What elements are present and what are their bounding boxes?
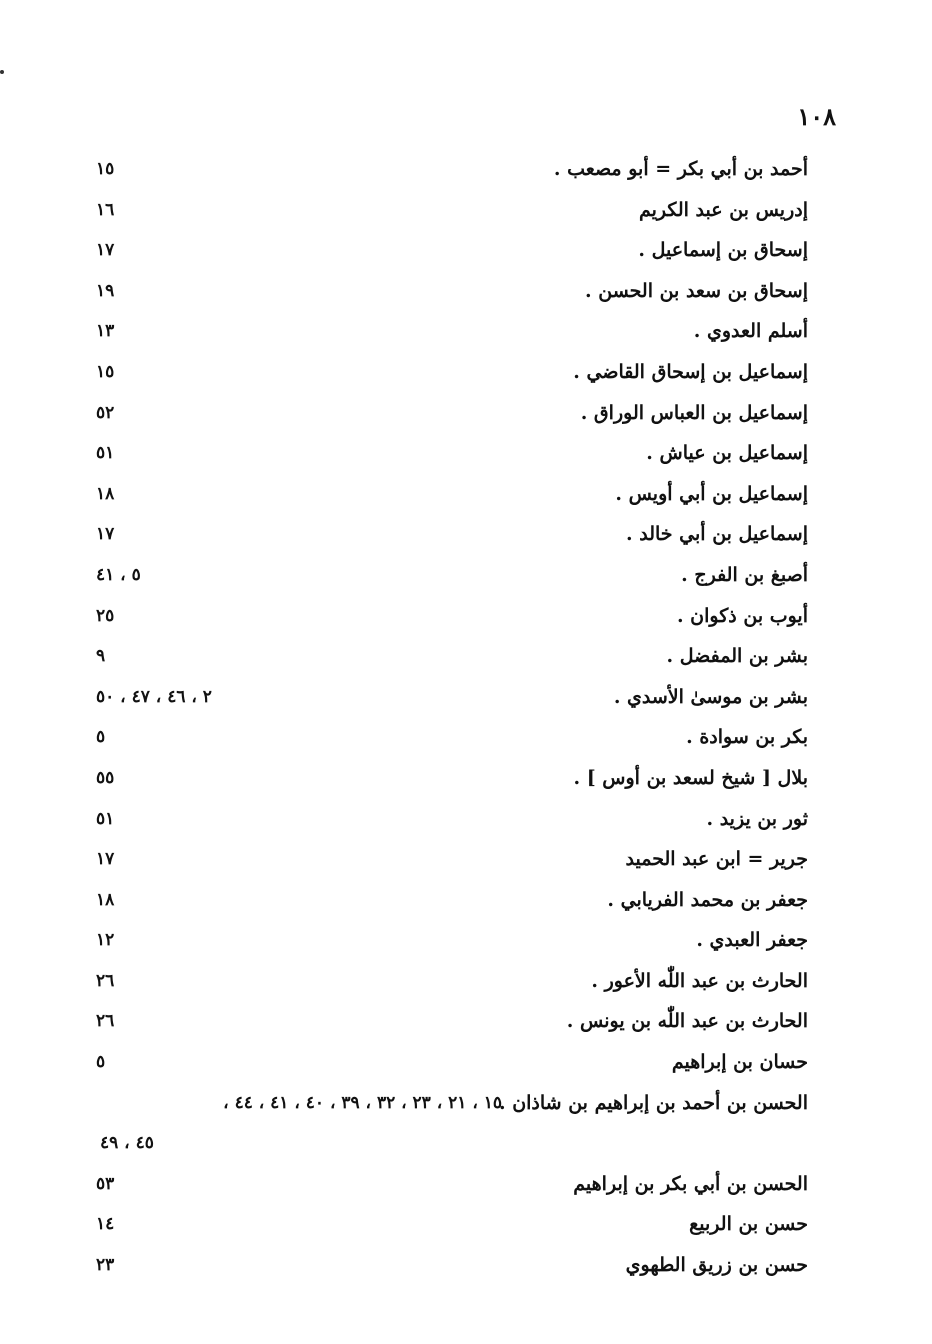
entry-page-refs: ٥: [96, 1052, 106, 1073]
index-entry: [0, 515, 932, 556]
entry-name: إسماعيل بن العباس الوراق .: [580, 401, 808, 424]
entry-page-refs: ٥٣: [96, 1173, 115, 1194]
entry-name: إدريس بن عبد الكريم: [638, 198, 808, 221]
entry-page-refs: ٥٥: [96, 767, 115, 788]
index-entry: [0, 800, 932, 841]
entry-name: بلال [ شيخ لسعد بن أوس ] .: [573, 766, 808, 789]
entry-name: الحسن بن أبي بكر بن إبراهيم: [573, 1172, 808, 1195]
index-entry: [0, 475, 932, 516]
entry-name: إسماعيل بن عياش .: [646, 442, 808, 465]
index-entry: [0, 1165, 932, 1206]
index-entry: [0, 962, 932, 1003]
entry-page-refs: ١٨: [96, 889, 115, 910]
entry-page-refs: ٥٢: [96, 402, 115, 423]
entry-page-refs: ٢٦: [96, 1011, 115, 1032]
entry-name: إسحاق بن إسماعيل .: [638, 239, 808, 262]
entry-page-refs: ١٥: [96, 361, 115, 382]
entry-page-refs: ١٧: [96, 240, 115, 261]
entry-page-refs: ١٩: [96, 280, 115, 301]
index-entry: [0, 718, 932, 759]
index-entry: [0, 759, 932, 800]
entry-page-refs: ١٨: [96, 483, 115, 504]
entry-page-refs: ٥١: [96, 808, 115, 829]
index-entry: [0, 556, 932, 597]
index-entry: [0, 881, 932, 922]
entry-page-refs: ٤٥ ، ٤٩: [100, 1133, 154, 1154]
entry-name: الحسن بن أحمد بن إبراهيم بن شاذان .: [498, 1091, 808, 1114]
entry-name: ثور بن يزيد .: [706, 807, 808, 830]
index-list: [0, 150, 932, 1287]
entry-name: حسن بن الربيع: [689, 1213, 808, 1236]
entry-page-refs: ١٦: [96, 199, 115, 220]
entry-name: جعفر بن محمد الفريابي .: [607, 888, 808, 911]
entry-page-refs: ٥ ، ٤١: [96, 564, 141, 585]
entry-name: أيوب بن ذكوان .: [676, 604, 808, 627]
entry-page-refs: ٢٣: [96, 1255, 115, 1276]
index-entry: [0, 312, 932, 353]
entry-name: أصبغ بن الفرج .: [681, 563, 808, 586]
index-entry: [0, 191, 932, 232]
entry-page-refs: ١٥ ، ٢١ ، ٢٣ ، ٣٢ ، ٣٩ ، ٤٠ ، ٤١ ، ٤٤ ،: [223, 1092, 502, 1113]
entry-name: إسحاق بن سعد بن الحسن .: [585, 279, 808, 302]
entry-name: الحارث بن عبد اللّٰه بن يونس .: [566, 1010, 808, 1033]
entry-page-refs: ٢٥: [96, 605, 115, 626]
index-entry: [0, 1246, 932, 1287]
index-entry: [0, 150, 932, 191]
entry-name: بكر بن سوادة .: [686, 726, 808, 749]
index-entry: [0, 272, 932, 313]
index-entry: [0, 637, 932, 678]
page-number: ١٠٨: [797, 102, 836, 131]
index-entry: [0, 1002, 932, 1043]
scan-speck: [0, 70, 4, 74]
index-entry: [0, 394, 932, 435]
entry-page-refs: ٢ ، ٤٦ ، ٤٧ ، ٥٠: [96, 686, 212, 707]
entry-page-refs: ٥١: [96, 443, 115, 464]
index-entry: [0, 434, 932, 475]
entry-name: إسماعيل بن أبي خالد .: [626, 523, 808, 546]
entry-page-refs: ١٧: [96, 524, 115, 545]
index-entry: [0, 1205, 932, 1246]
entry-name: أسلم العدوي .: [693, 320, 808, 343]
index-entry: [0, 353, 932, 394]
entry-page-refs: ١٢: [96, 930, 115, 951]
entry-name: الحارث بن عبد اللّٰه الأعور .: [591, 969, 808, 992]
entry-page-refs: ٥: [96, 727, 106, 748]
index-entry: [0, 231, 932, 272]
index-entry: [0, 840, 932, 881]
entry-page-refs: ١٧: [96, 849, 115, 870]
entry-name: حسان بن إبراهيم: [671, 1051, 808, 1074]
index-entry: [0, 597, 932, 638]
entry-name: جعفر العبدي .: [696, 929, 808, 952]
entry-name: جرير = ابن عبد الحميد: [625, 848, 808, 871]
index-entry-continuation: [0, 1124, 932, 1165]
index-entry: [0, 1084, 932, 1125]
entry-name: بشر بن المفضل .: [666, 645, 808, 668]
entry-name: حسن بن زريق الطهوي: [625, 1254, 808, 1277]
entry-page-refs: ١٣: [96, 321, 115, 342]
entry-page-refs: ٢٦: [96, 970, 115, 991]
index-entry: [0, 1043, 932, 1084]
index-entry: [0, 678, 932, 719]
entry-name: بشر بن موسىٰ الأسدي .: [613, 685, 808, 708]
entry-name: إسماعيل بن أبي أويس .: [615, 482, 808, 505]
entry-name: أحمد بن أبي بكر = أبو مصعب .: [553, 158, 808, 180]
entry-page-refs: ١٥: [96, 159, 115, 179]
entry-page-refs: ٩: [96, 646, 106, 667]
index-entry: [0, 921, 932, 962]
entry-name: إسماعيل بن إسحاق القاضي .: [573, 360, 808, 383]
entry-page-refs: ١٤: [96, 1214, 115, 1235]
